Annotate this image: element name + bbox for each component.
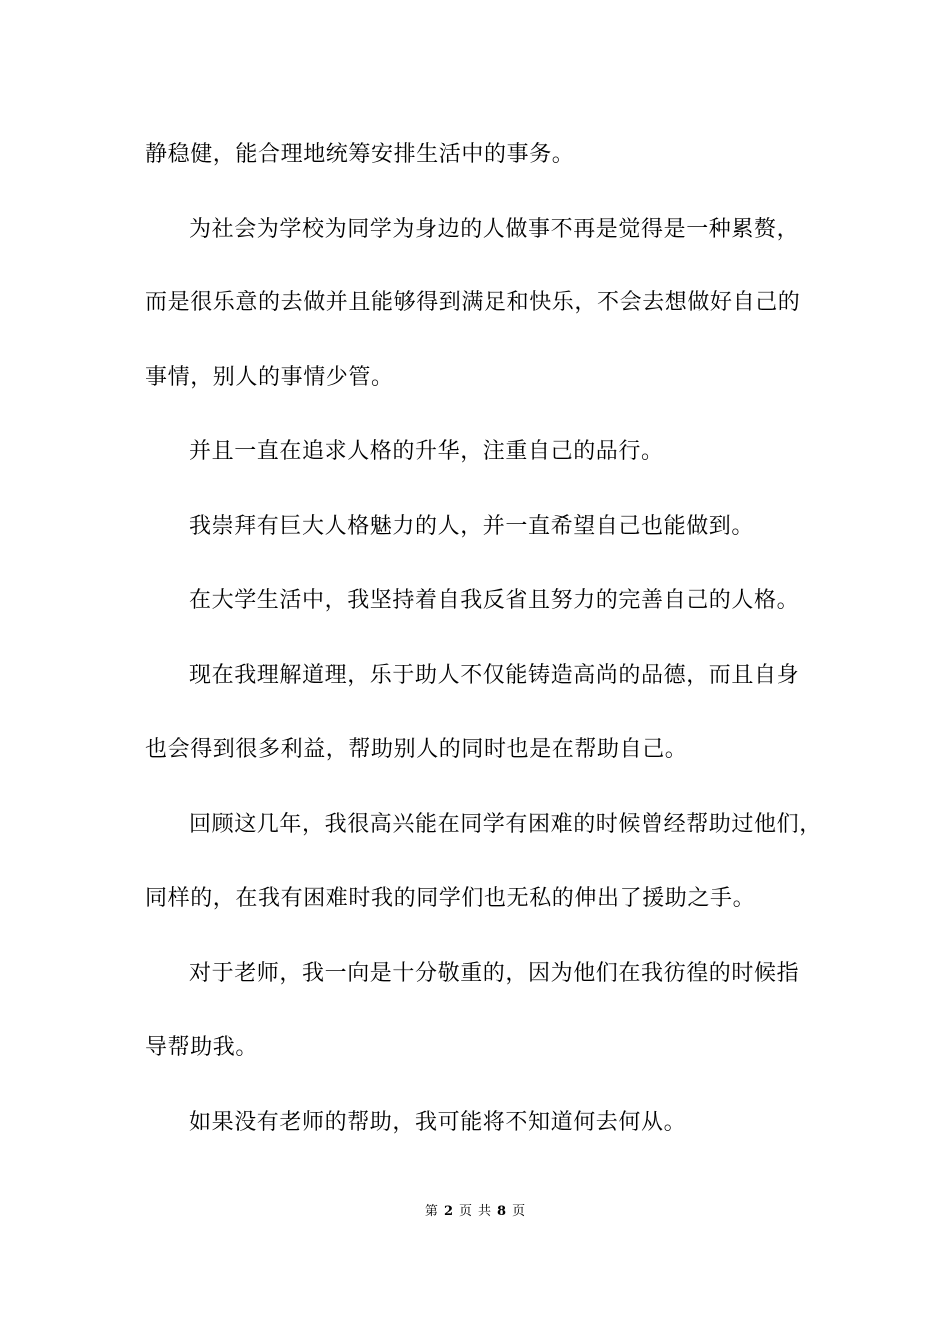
footer-total-word: 共 [478, 1204, 492, 1219]
body-line: 事情，别人的事情少管。 [145, 365, 394, 390]
body-line: 如果没有老师的帮助，我可能将不知道何去何从。 [189, 1110, 687, 1135]
body-line: 静稳健，能合理地统筹安排生活中的事务。 [145, 142, 575, 167]
body-line: 现在我理解道理，乐于助人不仅能铸造高尚的品德，而且自身 [189, 663, 800, 688]
current-page-number: 2 [443, 1204, 453, 1219]
body-line: 我崇拜有巨大人格魅力的人，并一直希望自己也能做到。 [189, 514, 755, 539]
body-line: 对于老师，我一向是十分敬重的，因为他们在我彷徨的时候指 [189, 961, 800, 986]
body-line: 为社会为学校为同学为身边的人做事不再是觉得是一种累赘， [189, 217, 800, 242]
footer-page-word: 页 [458, 1204, 472, 1219]
body-line: 并且一直在追求人格的升华，注重自己的品行。 [189, 439, 664, 464]
body-line: 在大学生活中，我坚持着自我反省且努力的完善自己的人格。 [189, 588, 800, 613]
footer-prefix: 第 [424, 1204, 438, 1219]
body-line: 也会得到很多利益，帮助别人的同时也是在帮助自己。 [145, 737, 688, 762]
page-footer [0, 1203, 950, 1221]
body-line: 回顾这几年，我很高兴能在同学有困难的时候曾经帮助过他们， [189, 812, 822, 837]
body-line: 同样的，在我有困难时我的同学们也无私的伸出了援助之手。 [145, 886, 756, 911]
body-line: 而是很乐意的去做并且能够得到满足和快乐，不会去想做好自己的 [145, 290, 801, 315]
total-pages-number: 8 [497, 1204, 507, 1219]
footer-suffix: 页 [512, 1204, 526, 1219]
body-line: 导帮助我。 [145, 1035, 259, 1060]
